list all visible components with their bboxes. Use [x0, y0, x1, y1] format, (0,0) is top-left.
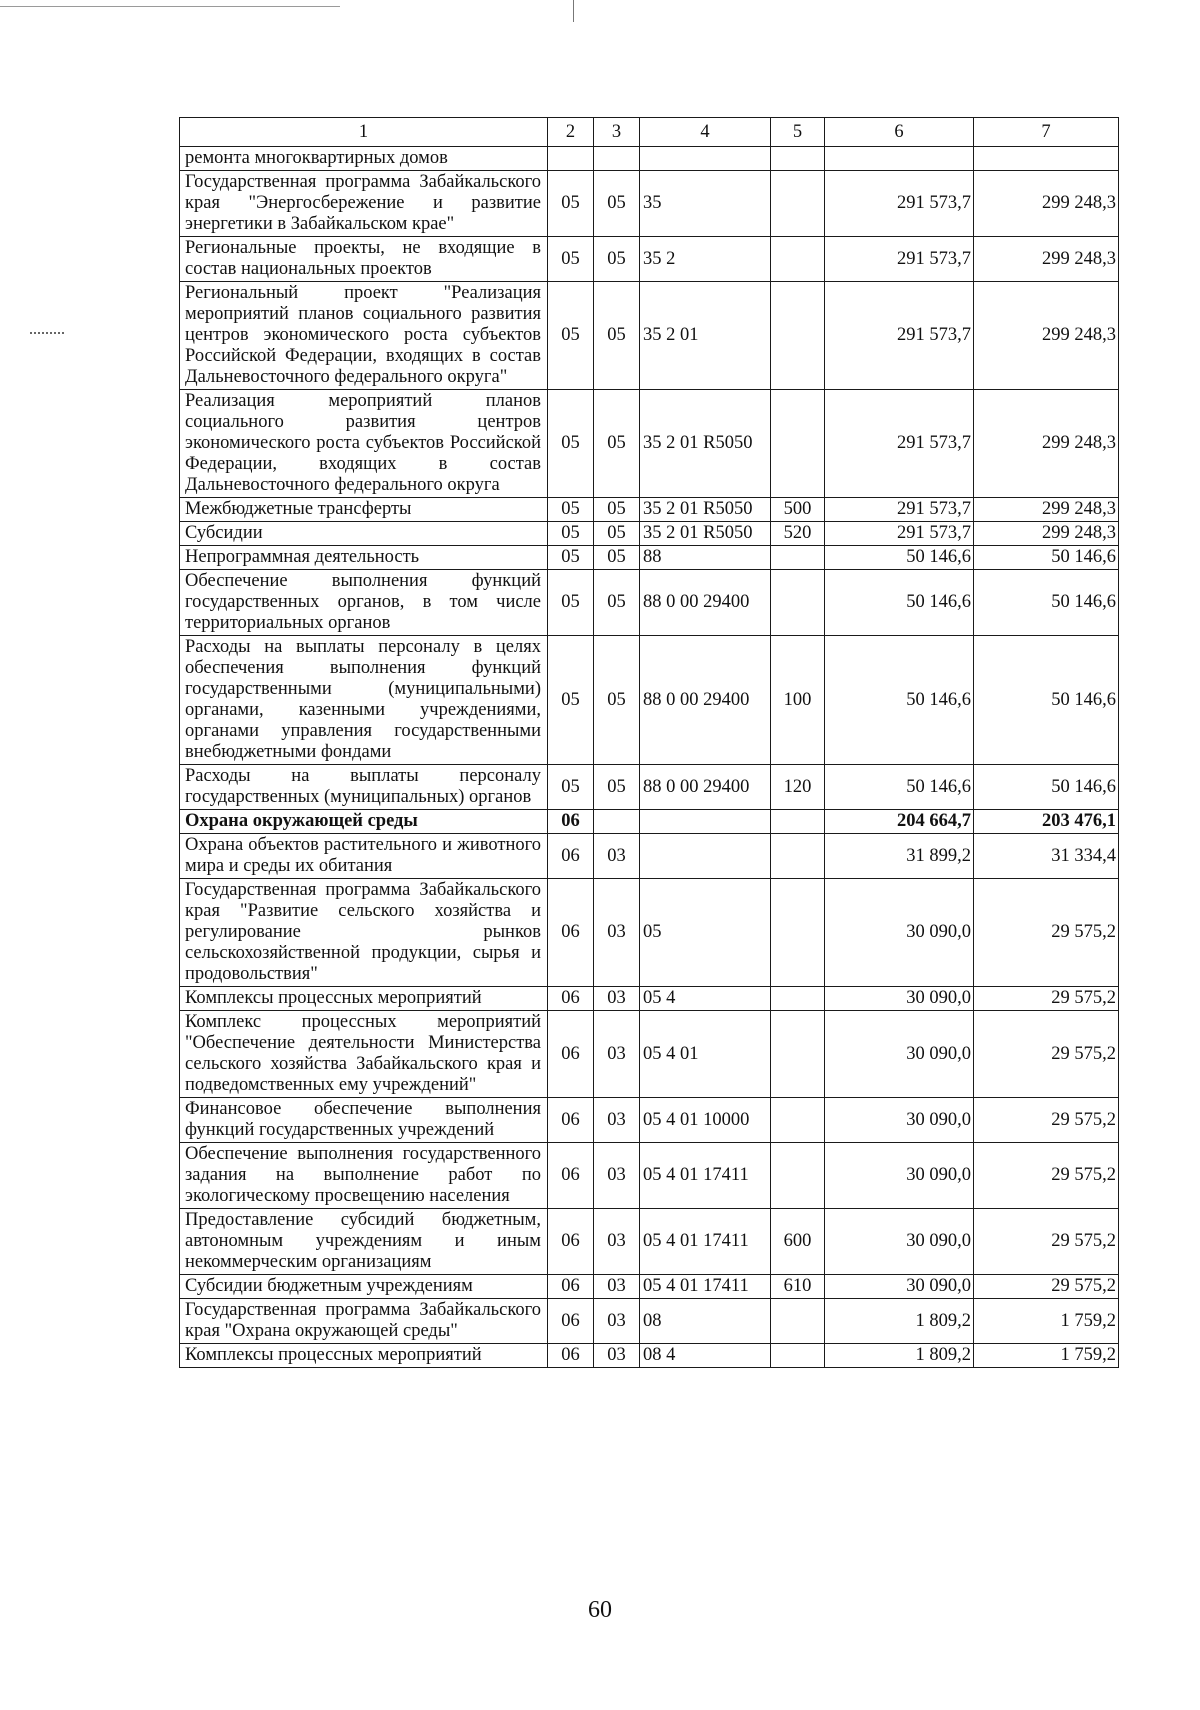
- row-amount-year1-cell: 50 146,6: [825, 570, 974, 636]
- row-section-cell: 05: [548, 522, 594, 546]
- row-subsection-cell: 05: [594, 522, 640, 546]
- row-target-article-cell: 88 0 00 29400: [640, 570, 771, 636]
- header-cell-2: 2: [548, 118, 594, 147]
- table-row: [180, 1209, 1119, 1275]
- row-target-article-cell: 05 4 01 17411: [640, 1209, 771, 1275]
- row-section-cell: 05: [548, 282, 594, 390]
- table-row: [180, 570, 1119, 636]
- row-amount-year2-cell: 31 334,4: [974, 834, 1119, 879]
- row-target-article-cell: 35 2 01 R5050: [640, 522, 771, 546]
- row-subsection-cell: 05: [594, 546, 640, 570]
- table-row: [180, 522, 1119, 546]
- row-name-cell: ремонта многоквартирных домов: [180, 147, 548, 171]
- row-section-cell: 06: [548, 1143, 594, 1209]
- row-subsection-cell: 03: [594, 987, 640, 1011]
- row-amount-year1-cell: 30 090,0: [825, 1143, 974, 1209]
- row-target-article-cell: 08 4: [640, 1344, 771, 1368]
- row-section-cell: 05: [548, 237, 594, 282]
- row-target-article-cell: 35 2 01 R5050: [640, 498, 771, 522]
- table-row: [180, 498, 1119, 522]
- row-section-cell: 06: [548, 987, 594, 1011]
- row-subsection-cell: [594, 810, 640, 834]
- row-section-cell: 06: [548, 879, 594, 987]
- row-section-cell: 05: [548, 636, 594, 765]
- row-name-cell: Реализация мероприятий планов социального развития центров экономического роста субъектов Российской Федерации, входящих в состав Дальневосточного федерального округа: [180, 390, 548, 498]
- row-section-cell: 06: [548, 1344, 594, 1368]
- row-expense-type-cell: [771, 987, 825, 1011]
- row-subsection-cell: 05: [594, 282, 640, 390]
- row-name-cell: Межбюджетные трансферты: [180, 498, 548, 522]
- row-subsection-cell: 05: [594, 237, 640, 282]
- row-expense-type-cell: [771, 810, 825, 834]
- row-expense-type-cell: [771, 1299, 825, 1344]
- row-name-cell: Региональные проекты, не входящие в состав национальных проектов: [180, 237, 548, 282]
- row-subsection-cell: 05: [594, 765, 640, 810]
- row-amount-year2-cell: 50 146,6: [974, 546, 1119, 570]
- table-row: [180, 879, 1119, 987]
- row-expense-type-cell: [771, 1098, 825, 1143]
- table-row: [180, 282, 1119, 390]
- row-target-article-cell: 35: [640, 171, 771, 237]
- budget-table: [179, 117, 1119, 1368]
- row-amount-year2-cell: 1 759,2: [974, 1299, 1119, 1344]
- row-subsection-cell: 03: [594, 1143, 640, 1209]
- row-name-cell: Государственная программа Забайкальского края "Энергосбережение и развитие энергетики в Забайкальском крае": [180, 171, 548, 237]
- row-section-cell: 06: [548, 1275, 594, 1299]
- row-section-cell: 05: [548, 171, 594, 237]
- table-row: [180, 171, 1119, 237]
- row-amount-year1-cell: 291 573,7: [825, 171, 974, 237]
- row-name-cell: Расходы на выплаты персоналу в целях обеспечения выполнения функций государственными (муниципальными) органами, казенными учреждениями, органами управления государственными внебюджетными фондами: [180, 636, 548, 765]
- table-row: [180, 636, 1119, 765]
- row-section-cell: 06: [548, 1098, 594, 1143]
- row-expense-type-cell: [771, 282, 825, 390]
- table-row: [180, 765, 1119, 810]
- row-target-article-cell: [640, 810, 771, 834]
- row-subsection-cell: 03: [594, 1299, 640, 1344]
- row-name-cell: Непрограммная деятельность: [180, 546, 548, 570]
- table-row: [180, 987, 1119, 1011]
- row-expense-type-cell: 500: [771, 498, 825, 522]
- row-expense-type-cell: 120: [771, 765, 825, 810]
- row-amount-year1-cell: 1 809,2: [825, 1299, 974, 1344]
- row-name-cell: Финансовое обеспечение выполнения функций государственных учреждений: [180, 1098, 548, 1143]
- table-row: [180, 237, 1119, 282]
- row-target-article-cell: 35 2 01: [640, 282, 771, 390]
- row-amount-year2-cell: 50 146,6: [974, 765, 1119, 810]
- row-amount-year2-cell: 29 575,2: [974, 1143, 1119, 1209]
- row-subsection-cell: 05: [594, 171, 640, 237]
- row-amount-year1-cell: 30 090,0: [825, 1098, 974, 1143]
- row-name-cell: Комплекс процессных мероприятий "Обеспечение деятельности Министерства сельского хозяйства Забайкальского края и подведомственных ему учреждений": [180, 1011, 548, 1098]
- table-row: [180, 390, 1119, 498]
- row-expense-type-cell: 100: [771, 636, 825, 765]
- row-amount-year1-cell: 30 090,0: [825, 1275, 974, 1299]
- row-subsection-cell: 05: [594, 636, 640, 765]
- row-amount-year2-cell: 29 575,2: [974, 1209, 1119, 1275]
- row-amount-year1-cell: 291 573,7: [825, 282, 974, 390]
- row-name-cell: Региональный проект "Реализация мероприятий планов социального развития центров экономического роста субъектов Российской Федерации, входящих в состав Дальневосточного федерального округа": [180, 282, 548, 390]
- table-row: [180, 1344, 1119, 1368]
- header-cell-7: 7: [974, 118, 1119, 147]
- scan-artifact-tick: [573, 0, 574, 22]
- row-amount-year2-cell: 299 248,3: [974, 171, 1119, 237]
- row-amount-year2-cell: 1 759,2: [974, 1344, 1119, 1368]
- row-expense-type-cell: [771, 1344, 825, 1368]
- row-amount-year2-cell: [974, 147, 1119, 171]
- row-name-cell: Субсидии бюджетным учреждениям: [180, 1275, 548, 1299]
- row-amount-year1-cell: 204 664,7: [825, 810, 974, 834]
- row-section-cell: 05: [548, 546, 594, 570]
- row-target-article-cell: 88 0 00 29400: [640, 765, 771, 810]
- row-target-article-cell: 05 4: [640, 987, 771, 1011]
- row-expense-type-cell: 610: [771, 1275, 825, 1299]
- row-section-cell: 05: [548, 570, 594, 636]
- row-amount-year1-cell: 291 573,7: [825, 522, 974, 546]
- row-amount-year1-cell: 1 809,2: [825, 1344, 974, 1368]
- row-expense-type-cell: [771, 879, 825, 987]
- row-subsection-cell: 03: [594, 1011, 640, 1098]
- row-name-cell: Расходы на выплаты персоналу государственных (муниципальных) органов: [180, 765, 548, 810]
- row-amount-year2-cell: 29 575,2: [974, 879, 1119, 987]
- row-amount-year1-cell: 30 090,0: [825, 987, 974, 1011]
- row-amount-year2-cell: 29 575,2: [974, 1275, 1119, 1299]
- header-cell-5: 5: [771, 118, 825, 147]
- scan-artifact-dash: [30, 332, 64, 334]
- row-name-cell: Комплексы процессных мероприятий: [180, 1344, 548, 1368]
- scan-artifact-line: [0, 6, 340, 7]
- row-amount-year2-cell: 29 575,2: [974, 1098, 1119, 1143]
- row-name-cell: Субсидии: [180, 522, 548, 546]
- row-amount-year1-cell: 291 573,7: [825, 390, 974, 498]
- row-expense-type-cell: 600: [771, 1209, 825, 1275]
- row-amount-year2-cell: 299 248,3: [974, 498, 1119, 522]
- row-amount-year1-cell: 291 573,7: [825, 498, 974, 522]
- table-row: [180, 1098, 1119, 1143]
- row-section-cell: 06: [548, 1011, 594, 1098]
- row-target-article-cell: 05 4 01 17411: [640, 1275, 771, 1299]
- row-amount-year1-cell: 30 090,0: [825, 1011, 974, 1098]
- row-amount-year2-cell: 299 248,3: [974, 522, 1119, 546]
- table-row: [180, 1143, 1119, 1209]
- page-number: 60: [588, 1597, 612, 1623]
- row-target-article-cell: 05 4 01 10000: [640, 1098, 771, 1143]
- row-name-cell: Предоставление субсидий бюджетным, автономным учреждениям и иным некоммерческим организациям: [180, 1209, 548, 1275]
- row-section-cell: 05: [548, 498, 594, 522]
- row-target-article-cell: 88 0 00 29400: [640, 636, 771, 765]
- row-target-article-cell: 05 4 01 17411: [640, 1143, 771, 1209]
- row-amount-year1-cell: 30 090,0: [825, 879, 974, 987]
- row-amount-year2-cell: 299 248,3: [974, 390, 1119, 498]
- header-cell-4: 4: [640, 118, 771, 147]
- row-amount-year1-cell: 291 573,7: [825, 237, 974, 282]
- table-row: [180, 810, 1119, 834]
- table-body: [180, 118, 1119, 1368]
- row-subsection-cell: [594, 147, 640, 171]
- row-expense-type-cell: [771, 237, 825, 282]
- table-row: [180, 1275, 1119, 1299]
- row-expense-type-cell: [771, 390, 825, 498]
- row-amount-year1-cell: 50 146,6: [825, 765, 974, 810]
- row-name-cell: Обеспечение выполнения функций государственных органов, в том числе территориальных органов: [180, 570, 548, 636]
- row-expense-type-cell: [771, 1143, 825, 1209]
- row-target-article-cell: 88: [640, 546, 771, 570]
- row-subsection-cell: 03: [594, 879, 640, 987]
- row-section-cell: 06: [548, 810, 594, 834]
- row-amount-year2-cell: 203 476,1: [974, 810, 1119, 834]
- row-expense-type-cell: 520: [771, 522, 825, 546]
- row-target-article-cell: 05 4 01: [640, 1011, 771, 1098]
- header-cell-6: 6: [825, 118, 974, 147]
- row-section-cell: 06: [548, 834, 594, 879]
- row-amount-year2-cell: 299 248,3: [974, 237, 1119, 282]
- row-subsection-cell: 03: [594, 1209, 640, 1275]
- row-target-article-cell: [640, 147, 771, 171]
- row-subsection-cell: 03: [594, 834, 640, 879]
- row-amount-year1-cell: 50 146,6: [825, 546, 974, 570]
- row-subsection-cell: 05: [594, 570, 640, 636]
- row-expense-type-cell: [771, 171, 825, 237]
- row-expense-type-cell: [771, 1011, 825, 1098]
- row-amount-year1-cell: [825, 147, 974, 171]
- row-target-article-cell: [640, 834, 771, 879]
- row-amount-year2-cell: 50 146,6: [974, 570, 1119, 636]
- table-row: [180, 1299, 1119, 1344]
- row-section-cell: 06: [548, 1209, 594, 1275]
- table-row: [180, 546, 1119, 570]
- row-amount-year2-cell: 29 575,2: [974, 1011, 1119, 1098]
- row-amount-year2-cell: 50 146,6: [974, 636, 1119, 765]
- row-name-cell: Государственная программа Забайкальского края "Развитие сельского хозяйства и регулирование рынков сельскохозяйственной продукции, сырья и продовольствия": [180, 879, 548, 987]
- row-subsection-cell: 05: [594, 498, 640, 522]
- table-row: [180, 834, 1119, 879]
- header-cell-1: 1: [180, 118, 548, 147]
- row-expense-type-cell: [771, 570, 825, 636]
- row-subsection-cell: 03: [594, 1275, 640, 1299]
- row-target-article-cell: 35 2: [640, 237, 771, 282]
- row-name-cell: Охрана окружающей среды: [180, 810, 548, 834]
- row-name-cell: Комплексы процессных мероприятий: [180, 987, 548, 1011]
- row-expense-type-cell: [771, 546, 825, 570]
- row-amount-year1-cell: 50 146,6: [825, 636, 974, 765]
- row-expense-type-cell: [771, 147, 825, 171]
- row-expense-type-cell: [771, 834, 825, 879]
- row-section-cell: [548, 147, 594, 171]
- row-name-cell: Обеспечение выполнения государственного задания на выполнение работ по экологическому просвещению населения: [180, 1143, 548, 1209]
- row-subsection-cell: 05: [594, 390, 640, 498]
- row-name-cell: Государственная программа Забайкальского края "Охрана окружающей среды": [180, 1299, 548, 1344]
- row-amount-year2-cell: 29 575,2: [974, 987, 1119, 1011]
- row-subsection-cell: 03: [594, 1098, 640, 1143]
- row-amount-year1-cell: 30 090,0: [825, 1209, 974, 1275]
- row-section-cell: 06: [548, 1299, 594, 1344]
- header-cell-3: 3: [594, 118, 640, 147]
- row-target-article-cell: 05: [640, 879, 771, 987]
- row-target-article-cell: 35 2 01 R5050: [640, 390, 771, 498]
- row-amount-year1-cell: 31 899,2: [825, 834, 974, 879]
- row-target-article-cell: 08: [640, 1299, 771, 1344]
- row-name-cell: Охрана объектов растительного и животного мира и среды их обитания: [180, 834, 548, 879]
- table-row: [180, 147, 1119, 171]
- row-section-cell: 05: [548, 765, 594, 810]
- row-section-cell: 05: [548, 390, 594, 498]
- row-subsection-cell: 03: [594, 1344, 640, 1368]
- table-header-row: [180, 118, 1119, 147]
- table-row: [180, 1011, 1119, 1098]
- row-amount-year2-cell: 299 248,3: [974, 282, 1119, 390]
